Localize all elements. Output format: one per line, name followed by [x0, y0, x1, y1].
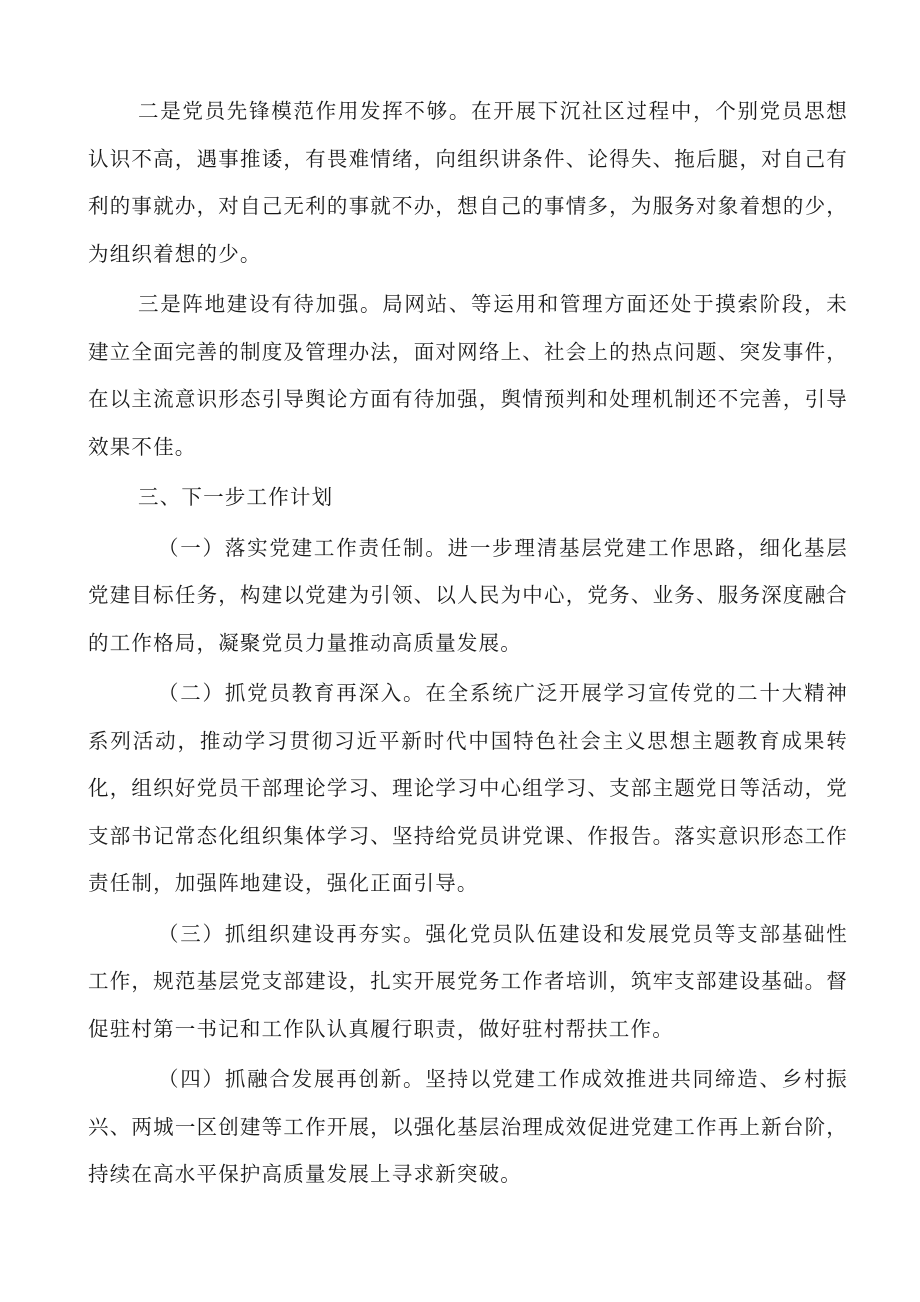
paragraph-plan-item-3	[88, 911, 848, 1054]
paragraph-lead: 三是阵地建设有待加强。	[138, 292, 383, 316]
paragraph-lead: （二）抓党员教育再深入。	[158, 681, 426, 705]
paragraph-position-building	[88, 281, 848, 471]
paragraph-text: 局网站、等运用和管理方面还处于摸索阶段，未建立全面完善的制度及管理办法，面对网络上、社会上的热点问题、突发事件，在以主流意识形态引导舆论方面有待加强，舆情预判和处理机制还不完善，引导效果不佳。	[88, 292, 848, 459]
paragraph-lead: （三）抓组织建设再夯实。	[158, 921, 426, 946]
paragraph-plan-item-1	[88, 525, 848, 668]
section-heading-text: 三、下一步工作计划	[138, 485, 334, 509]
section-heading-next-steps	[88, 474, 848, 522]
paragraph-text: 强化党员队伍建设和发展党员等支部基础性工作，规范基层党支部建设，扎实开展党务工作者培训，筑牢支部建设基础。督促驻村第一书记和工作队认真履行职责，做好驻村帮扶工作。	[88, 921, 848, 1041]
paragraph-party-members-role	[88, 88, 848, 278]
paragraph-plan-item-2	[88, 670, 848, 908]
paragraph-text: 在全系统广泛开展学习宣传党的二十大精神系列活动，推动学习贯彻习近平新时代中国特色社会主义思想主题教育成果转化，组织好党员干部理论学习、理论学习中心组学习、支部主题党日等活动，党支部书记常态化组织集体学习、坚持给党员讲党课、作报告。落实意识形态工作责任制，加强阵地建设，强化正面引导。	[88, 681, 848, 895]
paragraph-lead: 二是党员先锋模范作用发挥不够。	[138, 99, 472, 123]
document-body	[88, 88, 848, 1199]
paragraph-text: 坚持以党建工作成效推进共同缔造、乡村振兴、两城一区创建等工作开展，以强化基层治理成效促进党建工作再上新台阶，持续在高水平保护高质量发展上寻求新突破。	[88, 1067, 848, 1186]
paragraph-text: 进一步理清基层党建工作思路，细化基层党建目标任务，构建以党建为引领、以人民为中心，党务、业务、服务深度融合的工作格局，凝聚党员力量推动高质量发展。	[88, 535, 848, 655]
paragraph-text: 在开展下沉社区过程中，个别党员思想认识不高，遇事推诿，有畏难情绪，向组织讲条件、论得失、拖后腿，对自己有利的事就办，对自己无利的事就不办，想自己的事情多，为服务对象着想的少，为组织着想的少。	[88, 99, 848, 266]
paragraph-plan-item-4	[88, 1056, 848, 1199]
paragraph-lead: （四）抓融合发展再创新。	[158, 1067, 426, 1091]
paragraph-lead: （一）落实党建工作责任制。	[158, 535, 448, 560]
